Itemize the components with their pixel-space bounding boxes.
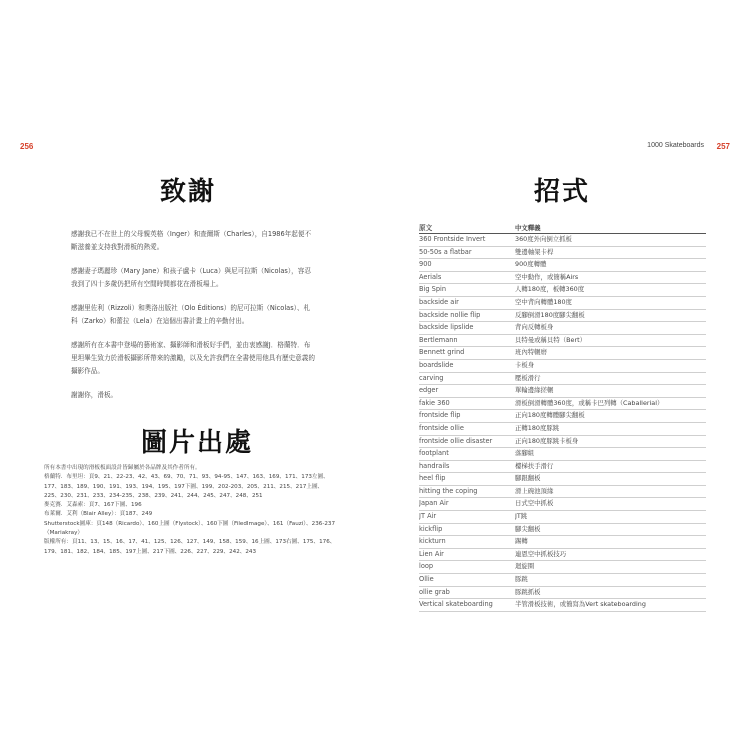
table-row [419, 398, 706, 411]
term-original: kickturn [419, 537, 446, 546]
table-row [419, 247, 706, 260]
table-row [419, 561, 706, 574]
term-translation: 壓板滑行 [515, 373, 541, 382]
term-original: carving [419, 373, 444, 382]
term-original: handrails [419, 461, 450, 470]
table-row [419, 511, 706, 524]
credits-paragraph: 布萊爾．艾利（Blair Alley）：頁187、249 [44, 511, 153, 518]
credits-paragraph: 格蘭特．布里坦：頁9、21、22-23、42、43、69、70、71、93、94-95、147、163、169、171、173左圖、177、183、189、190、191、193、194、195、197下圖、199、202-203、205、211、215、217上圖、225、230、231、233、234-235、238、239、241、244、245、247、248、251 [44, 474, 329, 499]
table-row [419, 587, 706, 600]
table-row [419, 599, 706, 612]
table-row [419, 498, 706, 511]
term-original: boardslide [419, 360, 454, 369]
term-original: backside air [419, 297, 459, 306]
table-row [419, 284, 706, 297]
term-translation: 腳跟翻板 [515, 474, 541, 483]
table-row [419, 373, 706, 386]
term-translation: JT跳 [515, 512, 528, 521]
term-translation: 卡板身 [515, 360, 535, 369]
credits-title: 圖片出處 [141, 428, 254, 458]
term-translation: 背向反轉板身 [515, 323, 554, 332]
term-original: loop [419, 562, 434, 571]
term-original: 50-50s a flatbar [419, 247, 472, 256]
term-original: Bertlemann [419, 335, 458, 344]
term-translation: 豚跳 [515, 575, 528, 584]
table-row [419, 423, 706, 436]
thanks-paragraph: 感謝里佐利（Rizzoli）和奧洛出版社（Olo Éditions）的尼可拉斯（Nicolas）、札科（Zarko）和蕾拉（Lela）在這個出書計畫上的辛勤付出。 [71, 304, 311, 325]
table-row [419, 436, 706, 449]
term-original: Bennett grind [419, 348, 465, 357]
term-translation: 樓梯扶手滑行 [515, 461, 554, 470]
term-translation: 正向180度豚跳卡板身 [515, 436, 579, 445]
table-row [419, 347, 706, 360]
right-page-number: 257 [716, 142, 730, 151]
term-original: Big Spin [419, 285, 447, 294]
credits-paragraph: 所有本書中出現的滑板板面設計皆歸屬於各品牌及其作者所有。 [44, 465, 201, 471]
thanks-title: 致謝 [160, 177, 217, 207]
term-translation: 滑上碗池頂緣 [515, 486, 554, 495]
term-translation: 班內特輾磨 [515, 348, 547, 357]
term-translation: 單輪邊緣搓輾 [515, 386, 554, 395]
term-original: ollie grab [419, 587, 450, 596]
table-row [419, 259, 706, 272]
term-translation: 人轉180度，板轉360度 [515, 285, 585, 294]
table-row [419, 574, 706, 587]
term-translation: 迴旋圈 [515, 562, 535, 571]
table-row [419, 234, 706, 247]
thanks-paragraph: 謝謝你，滑板。 [71, 391, 118, 399]
table-row [419, 448, 706, 461]
left-page-number: 256 [20, 142, 34, 151]
term-translation: 連恩空中抓板技巧 [515, 549, 567, 558]
term-translation: 滑板倒滑轉體360度，或稱卡巴列轉（Caballerial） [515, 398, 664, 407]
thanks-section [71, 228, 316, 413]
term-translation: 雙邊軸架卡桿 [515, 247, 554, 256]
term-original: 360 Frontside Invert [419, 235, 486, 243]
table-row [419, 322, 706, 335]
table-row [419, 297, 706, 310]
term-translation: 空中動作，或簡稱Airs [515, 272, 579, 281]
term-translation: 正向180度轉體腳尖翻板 [515, 411, 585, 420]
table-row [419, 272, 706, 285]
term-original: frontside ollie disaster [419, 436, 493, 445]
table-row [419, 410, 706, 423]
term-translation: 落腳組 [515, 449, 535, 458]
column-header-translation: 中文釋義 [515, 224, 541, 232]
thanks-paragraph: 感謝所有在本書中登場的藝術家、攝影師和滑板好手們，並由衷感謝J．格蘭特．布里坦畢生致力於滑板攝影所帶來的激勵，以及允許我們在全書使用他具有歷史意義的攝影作品。 [71, 341, 315, 375]
term-original: Lien Air [419, 549, 444, 558]
term-original: Ollie [419, 575, 434, 584]
thanks-paragraph: 感謝妻子瑪麗珍（Mary Jane）和孩子盧卡（Luca）與尼可拉斯（Nicolas），容忍我到了四十多歲仍把所有空閒時間都花在滑板場上。 [71, 267, 311, 288]
thanks-paragraph: 感謝我已不在世上的父母親英格（Inger）和查爾斯（Charles），自1986年起便不斷滋養並支持我對滑板的熱愛。 [71, 230, 312, 251]
term-translation: 360度外向倒立抓板 [515, 235, 572, 243]
term-translation: 空中背向轉體180度 [515, 297, 572, 306]
term-original: frontside ollie [419, 423, 464, 432]
term-original: footplant [419, 449, 449, 458]
term-original: Aerials [419, 272, 442, 281]
credits-paragraph: 麥克賽．艾森索：頁7、167下圖、196 [44, 502, 142, 509]
credits-paragraph: Shutterstock圖庫：頁148（Ricardo）、160上圖（Flystock）、160下圖（FiledImage）、161（Fauzi）、236-237（Mariakray） [44, 520, 336, 537]
term-original: Japan Air [419, 499, 449, 508]
table-row [419, 360, 706, 373]
table-body [419, 234, 706, 612]
table-row [419, 385, 706, 398]
credits-section [44, 464, 339, 557]
table-row [419, 536, 706, 549]
table-row [419, 473, 706, 486]
credits-paragraph: 版權所有：頁11、13、15、16、17、41、125、126、127、149、158、159、16上圖、173右圖、175、176、179、181、182、184、185、197上圖、217下圖、226、227、229、242、243 [44, 539, 336, 555]
table-row [419, 335, 706, 348]
term-original: backside lipslide [419, 323, 474, 332]
term-original: Vertical skateboarding [419, 600, 493, 609]
term-original: fakie 360 [419, 398, 450, 407]
term-translation: 900度轉體 [515, 260, 547, 269]
table-row [419, 524, 706, 537]
term-original: frontside flip [419, 411, 461, 420]
term-original: kickflip [419, 524, 443, 533]
term-translation: 腳尖翻板 [515, 524, 541, 533]
running-head: 1000 Skateboards [647, 142, 704, 149]
column-header-original: 原文 [419, 224, 433, 232]
term-original: 900 [419, 260, 432, 269]
term-original: hitting the coping [419, 486, 478, 495]
term-translation: 反腳倒滑180度腳尖翻板 [515, 310, 585, 319]
table-header [419, 224, 706, 234]
term-translation: 踢轉 [515, 537, 528, 546]
term-original: edger [419, 386, 439, 395]
moves-table [419, 224, 706, 612]
table-row [419, 549, 706, 562]
term-translation: 豚跳抓板 [515, 587, 541, 596]
table-row [419, 310, 706, 323]
moves-title: 招式 [534, 177, 591, 207]
term-original: JT Air [419, 512, 437, 521]
term-translation: 貝特曼或稱貝特（Bert） [515, 335, 586, 344]
term-original: backside nollie flip [419, 310, 481, 319]
term-translation: 半管滑板技術，或簡寫為Vert skateboarding [515, 600, 646, 609]
term-original: heel flip [419, 474, 446, 483]
term-translation: 日式空中抓板 [515, 499, 554, 508]
term-translation: 正轉180度豚跳 [515, 423, 560, 432]
table-row [419, 486, 706, 499]
table-row [419, 461, 706, 474]
